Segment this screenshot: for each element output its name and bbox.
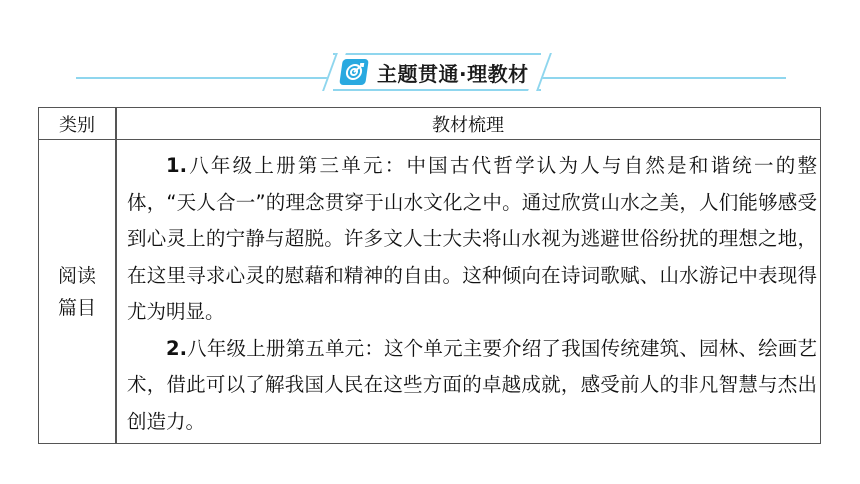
column-header-content: 教材梳理 [432,115,504,136]
paragraph-number: 1. [166,154,187,177]
paragraph-number: 2. [166,336,187,360]
content-table [38,107,821,444]
content-cell [127,148,817,440]
paragraph-2 [127,331,817,441]
category-cell [39,140,115,443]
section-header [333,53,541,91]
paragraph-text: 八年级上册第五单元：这个单元主要介绍了我国传统建筑、园林、绘画艺术，借此可以了解我国人民在这些方面的卓越成就，感受前人的非凡智慧与杰出创造力。 [127,336,817,433]
header-line-left [76,77,334,79]
column-divider [115,108,117,443]
header-line-right [540,77,786,79]
column-header-category: 类别 [59,115,95,136]
paragraph-1 [127,148,817,331]
target-icon [339,59,369,85]
section-title: 主题贯通·理教材 [377,61,529,86]
category-label: 阅读篇目 [57,264,96,319]
paragraph-text: 八年级上册第三单元：中国古代哲学认为人与自然是和谐统一的整体，“天人合一”的理念贯穿于山水文化之中。通过欣赏山水之美，人们能够感受到心灵上的宁静与超脱。许多文人士大夫将山水视为逃避世俗纷扰的理想之地，在这里寻求心灵的慰藉和精神的自由。这种倾向在诗词歌赋、山水游记中表现得尤为明显。 [127,154,817,323]
table-header-row [39,108,820,140]
